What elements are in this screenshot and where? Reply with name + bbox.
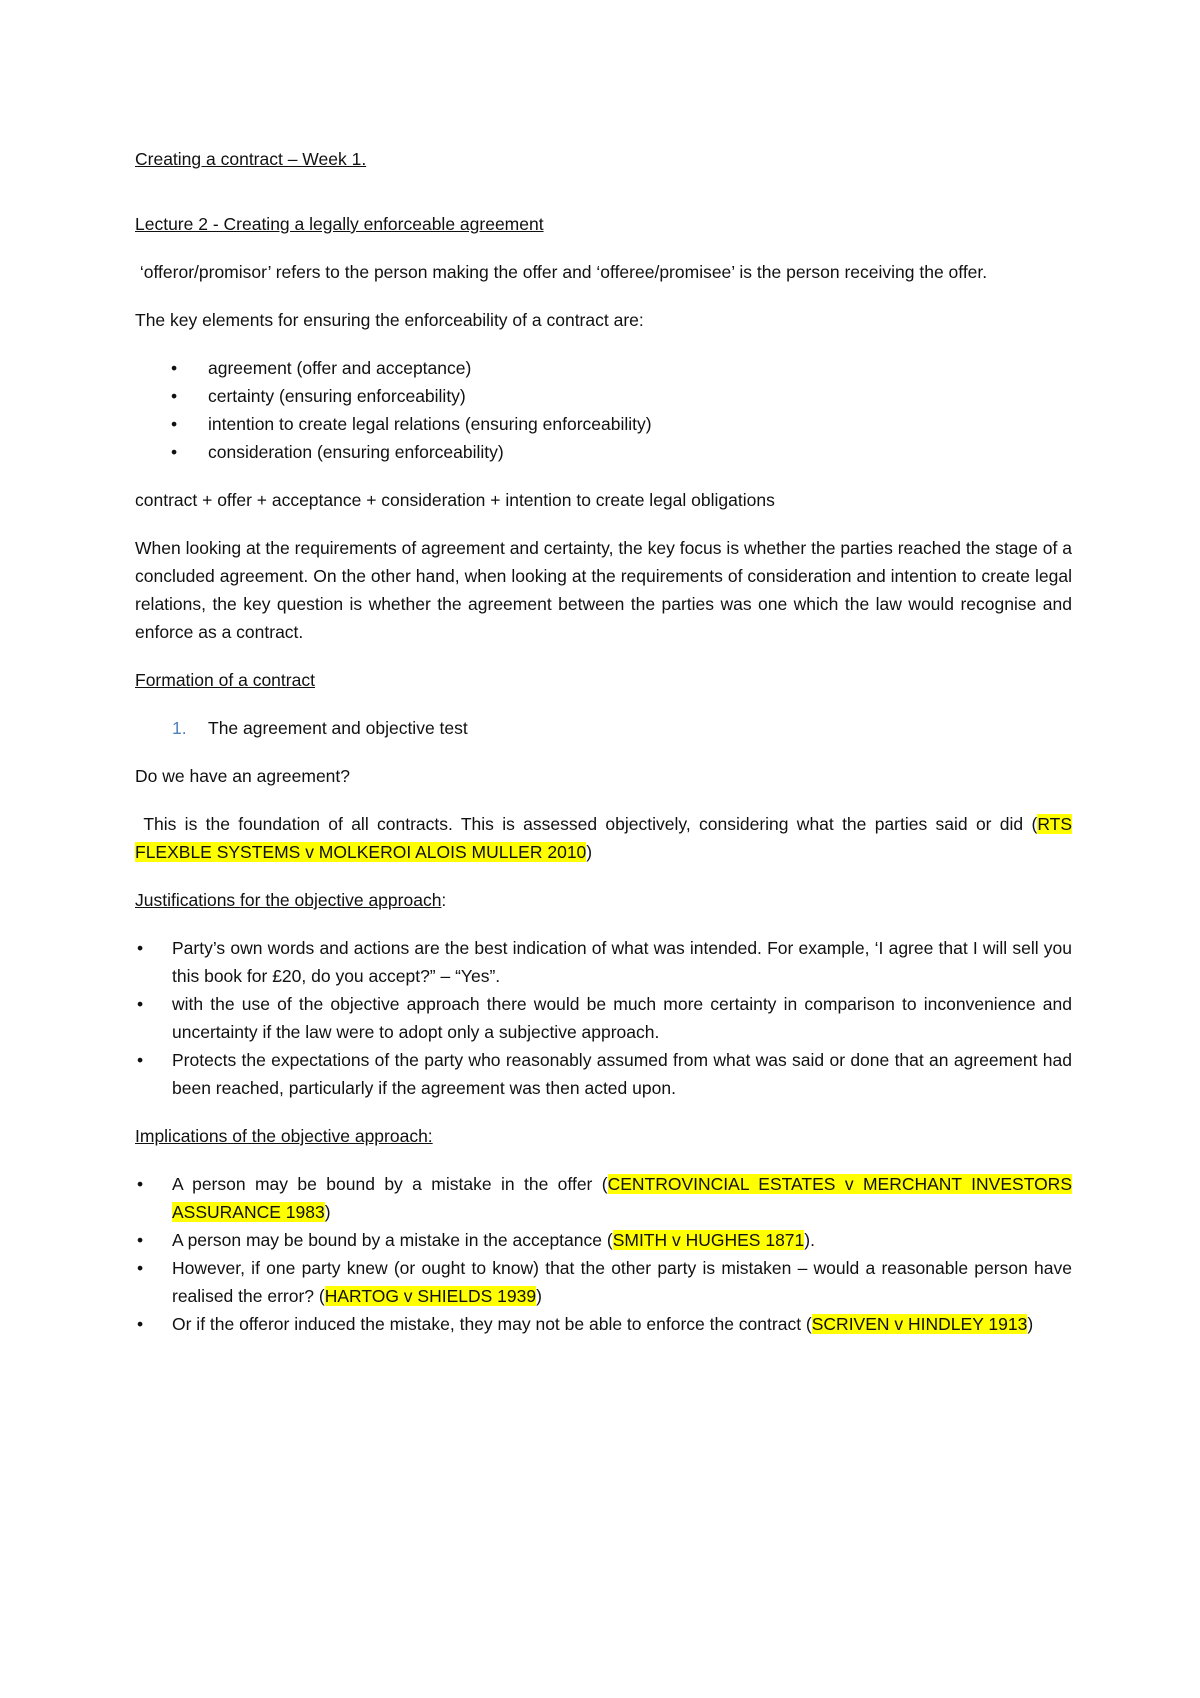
case-citation: SCRIVEN v HINDLEY 1913 (811, 1314, 1028, 1334)
bullet-icon: • (137, 1314, 144, 1334)
document-body (135, 145, 1072, 1338)
list-item: • A person may be bound by a mistake in the offer (CENTROVINCIAL ESTATES v MERCHANT INVESTORS ASSURANCE 1983) (135, 1170, 1072, 1226)
intro-paragraph (135, 258, 1072, 286)
list-item: • consideration (ensuring enforceability) (135, 438, 1072, 466)
implications-heading: Implications of the objective approach: (135, 1126, 433, 1146)
list-item: • Or if the offeror induced the mistake, they may not be able to enforce the contract (SCRIVEN v HINDLEY 1913) (135, 1310, 1072, 1338)
foundation-paragraph: This is the foundation of all contracts. This is assessed objectively, considering what the parties said or did (RTS FLEXBLE SYSTEMS v MOLKEROI ALOIS MULLER 2010) (135, 814, 1072, 862)
agreement-question: Do we have an agreement? (135, 766, 350, 786)
numbered-item (135, 714, 1072, 742)
intro-text: ‘offeror/promisor’ refers to the person making the offer and ‘offeree/promisee’ is the person receiving the offer. (139, 262, 988, 282)
requirements-paragraph: When looking at the requirements of agreement and certainty, the key focus is whether the parties reached the stage of a concluded agreement. On the other hand, when looking at the requirements of consideration and intention to create legal relations, the key question is whether the agreement between the parties was one which the law would recognise and enforce as a contract. (135, 538, 1072, 642)
bullet-icon: • (171, 386, 178, 406)
list-item: • Protects the expectations of the party who reasonably assumed from what was said or done that an agreement had been reached, particularly if the agreement was then acted upon. (135, 1046, 1072, 1102)
numbered-item-text: The agreement and objective test (208, 718, 468, 738)
list-item: • with the use of the objective approach there would be much more certainty in comparison to inconvenience and uncertainty if the law were to adopt only a subjective approach. (135, 990, 1072, 1046)
case-citation: SMITH v HUGHES 1871 (612, 1230, 805, 1250)
bullet-icon: • (137, 1050, 144, 1070)
list-number: 1. (172, 718, 187, 738)
justifications-heading: Justifications for the objective approach: (135, 890, 447, 910)
list-item: • Party’s own words and actions are the best indication of what was intended. For example, ‘I agree that I will sell you this book for £20, do you accept?” – “Yes”. (135, 934, 1072, 990)
lecture-heading: Lecture 2 - Creating a legally enforceable agreement (135, 214, 544, 234)
list-item: • agreement (offer and acceptance) (135, 354, 1072, 382)
bullet-icon: • (171, 358, 178, 378)
bullet-icon: • (137, 1258, 144, 1278)
bullet-icon: • (171, 414, 178, 434)
key-elements-list (135, 354, 1072, 466)
bullet-icon: • (171, 442, 178, 462)
case-citation: HARTOG v SHIELDS 1939 (324, 1286, 537, 1306)
list-item: • A person may be bound by a mistake in the acceptance (SMITH v HUGHES 1871). (135, 1226, 1072, 1254)
list-item: • However, if one party knew (or ought to know) that the other party is mistaken – would a reasonable person have realised the error? (HARTOG v SHIELDS 1939) (135, 1254, 1072, 1310)
implications-list (135, 1170, 1072, 1338)
bullet-icon: • (137, 994, 144, 1014)
case-citation: CENTROVINCIAL ESTATES v MERCHANT INVESTORS ASSURANCE 1983 (172, 1174, 1072, 1222)
bullet-icon: • (137, 1230, 144, 1250)
bullet-icon: • (137, 1174, 144, 1194)
list-item: • certainty (ensuring enforceability) (135, 382, 1072, 410)
key-elements-lead: The key elements for ensuring the enforceability of a contract are: (135, 310, 644, 330)
document-title: Creating a contract – Week 1. (135, 149, 367, 169)
formation-heading: Formation of a contract (135, 670, 315, 690)
contract-formula: contract + offer + acceptance + consideration + intention to create legal obligations (135, 490, 775, 510)
case-citation: RTS FLEXBLE SYSTEMS v MOLKEROI ALOIS MULLER 2010 (135, 814, 1072, 862)
list-item: • intention to create legal relations (ensuring enforceability) (135, 410, 1072, 438)
justifications-list (135, 934, 1072, 1102)
bullet-icon: • (137, 938, 144, 958)
